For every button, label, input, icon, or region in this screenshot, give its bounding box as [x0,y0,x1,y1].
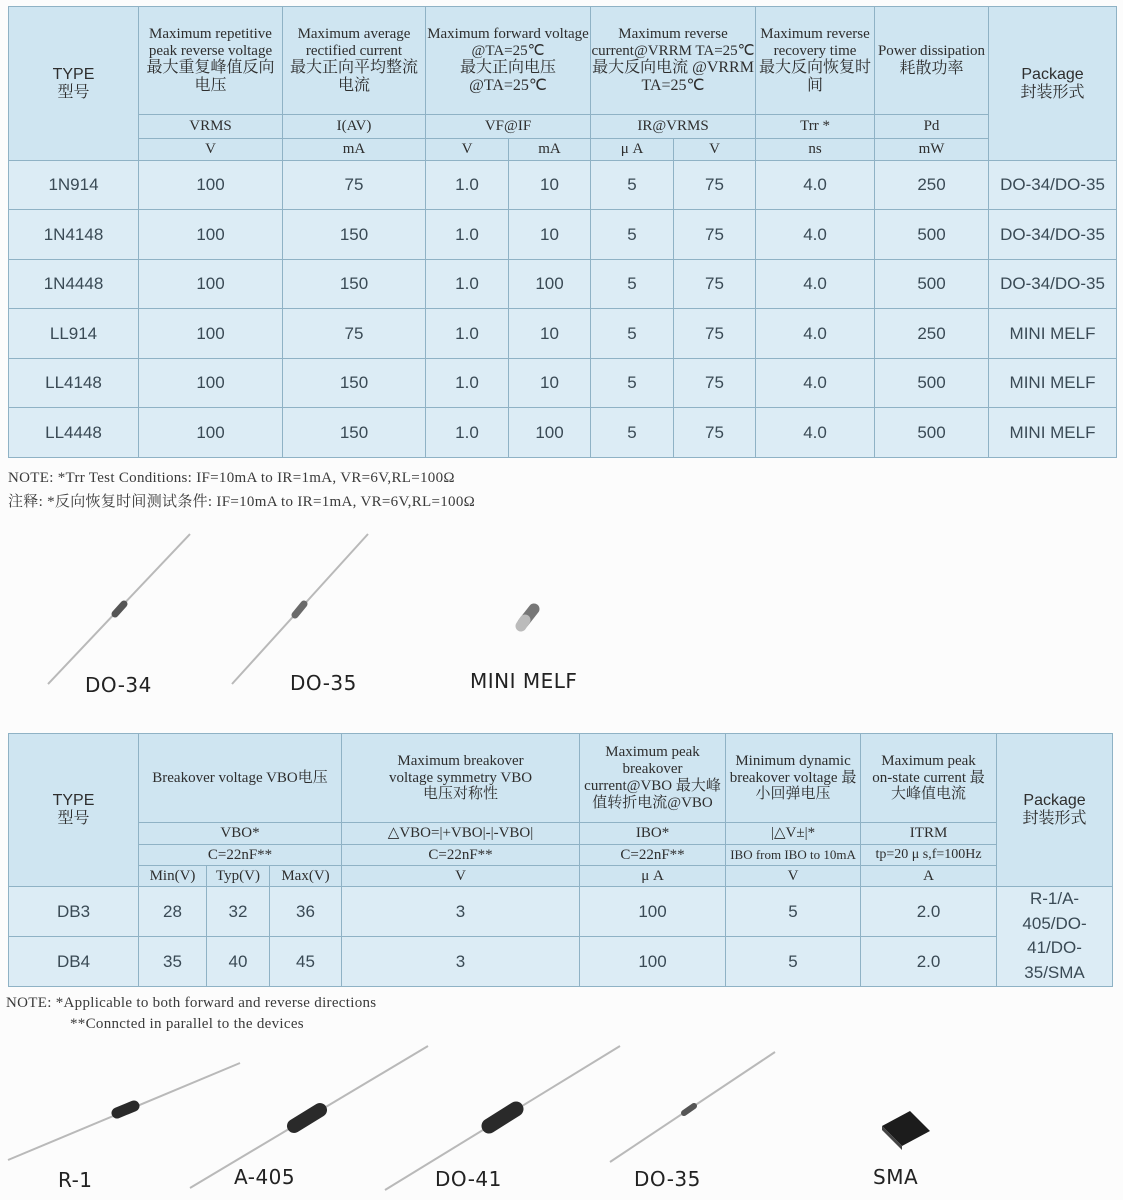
unit-cell: V [674,139,756,161]
value-cell: 4.0 [756,210,875,260]
type-cell: LL4148 [9,359,139,408]
header-cn: 最大反向恢复时间 [759,59,872,95]
value-cell: 45 [270,936,342,986]
type-cell: LL4448 [9,408,139,458]
header-en: Power dissipation [877,43,986,60]
type-cell: 1N4448 [9,260,139,309]
package-header-cn: 封装形式 [1022,810,1087,827]
symbol-cell: VBO* [139,823,342,845]
package-label-a405: A-405 [234,1165,296,1189]
value-cell: 100 [509,260,591,309]
value-cell: 150 [283,408,426,458]
symbol-cell: △VBO=|+VBO|-|-VBO| [342,823,580,845]
package-cell: MINI MELF [989,408,1117,458]
value-cell: 75 [674,408,756,458]
value-cell: 10 [509,161,591,210]
value-cell: 2.0 [861,936,997,986]
package-header-2 [997,734,1113,887]
condition-cell: C=22nF** [342,845,580,866]
symbol-cell: ITRM [861,823,997,845]
type-header-en: TYPE [52,65,95,83]
value-cell: 75 [674,260,756,309]
package-cell: DO-34/DO-35 [989,210,1117,260]
do35-diode-picture-2 [610,1052,775,1162]
sma-package-picture [882,1111,930,1150]
value-cell: 4.0 [756,260,875,309]
header-en: Maximum repetitive peak reverse voltage [148,25,273,59]
trr-note-en: NOTE: *Trr Test Conditions: IF=10mA to IR=1mA, VR=6V,RL=100Ω [8,470,455,486]
symmetry-header: Maximum breakover voltage symmetry VBO电压对称性 [342,734,580,823]
package-cell: DO-34/DO-35 [989,161,1117,210]
type-header-cn: 型号 [57,810,90,827]
symbol-cell: IBO* [580,823,726,845]
package-label-do41: DO-41 [435,1167,502,1191]
value-cell: 10 [509,359,591,408]
value-cell: 4.0 [756,359,875,408]
unit-cell: V [426,139,509,161]
header-cn: 最大重复峰值反向电压 [146,59,275,95]
header-cn: 耗散功率 [899,59,964,77]
symbol-cell: I(AV) [283,115,426,139]
value-cell: 3 [342,936,580,986]
mini-melf-picture [521,609,534,626]
value-cell: 1.0 [426,359,509,408]
value-cell: 5 [591,161,674,210]
value-cell: 32 [207,887,270,937]
value-cell: 500 [875,359,989,408]
package-label-do35: DO-35 [290,671,357,695]
dynamic-breakover-header: Minimum dynamic breakover voltage 最小回弹电压 [726,734,861,823]
header-en: Maximum average rectified current [297,25,411,59]
value-cell: 75 [674,161,756,210]
unit-cell: A [861,866,997,887]
unit-cell: V [139,139,283,161]
header-en: Maximum reverse current@VRRM TA=25℃ [591,25,755,59]
type-cell: DB3 [9,887,139,937]
symbol-cell: VF@IF [426,115,591,139]
value-cell: 5 [591,408,674,458]
value-cell: 250 [875,161,989,210]
package-label-mini-melf: MINI MELF [470,669,578,693]
value-cell: 500 [875,408,989,458]
header-cn: 最大正向电压 @TA=25℃ [460,59,557,95]
value-cell: 5 [726,887,861,937]
symbol-cell: IR@VRMS [591,115,756,139]
a405-diode-picture [190,1046,428,1188]
value-cell: 2.0 [861,887,997,937]
header-cn: 最大反向电流 @VRRM TA=25℃ [592,59,754,95]
vbo-header: Breakover voltage VBO电压 [139,734,342,823]
value-cell: 1.0 [426,408,509,458]
value-cell: 150 [283,210,426,260]
package-label-r1: R-1 [58,1168,93,1192]
table-row [9,887,1113,937]
value-cell: 250 [875,309,989,359]
value-cell: 100 [580,936,726,986]
condition-cell: C=22nF** [139,845,342,866]
table-row [9,936,1113,986]
value-cell: 1.0 [426,161,509,210]
type-header-2 [9,734,139,887]
value-cell: 5 [591,309,674,359]
type-cell: 1N4148 [9,210,139,260]
type-cell: DB4 [9,936,139,986]
note-line-1: NOTE: *Applicable to both forward and reverse directions [6,995,377,1011]
symbol-cell: VRMS [139,115,283,139]
value-cell: 1.0 [426,210,509,260]
value-cell: 150 [283,260,426,309]
header-cn: 最大正向平均整流电流 [289,59,418,95]
unit-cell: mW [875,139,989,161]
type-cell: LL914 [9,309,139,359]
value-cell: 100 [509,408,591,458]
symbol-cell: Pd [875,115,989,139]
package-label-sma: SMA [873,1165,919,1189]
value-cell: 100 [139,260,283,309]
package-header-cn: 封装形式 [1020,83,1085,101]
symbol-cell: Trr * [756,115,875,139]
value-cell: 150 [283,359,426,408]
value-cell: 3 [342,887,580,937]
type-header-en: TYPE [52,792,95,810]
trr-note-cn: 注释: *反向恢复时间测试条件: IF=10mA to IR=1mA, VR=6V,RL=100Ω [8,494,476,510]
unit-cell: Min(V) [139,866,207,887]
peak-current-header: Maximum peak on-state current 最大峰值电流 [861,734,997,823]
value-cell: 28 [139,887,207,937]
value-cell: 5 [591,260,674,309]
value-cell: 500 [875,260,989,309]
package-cell: MINI MELF [989,359,1117,408]
value-cell: 4.0 [756,309,875,359]
value-cell: 100 [139,408,283,458]
condition-cell: C=22nF** [580,845,726,866]
value-cell: 500 [875,210,989,260]
trigger-diode-spec-table [8,733,1113,987]
header-en: Maximum reverse recovery time [760,25,870,59]
value-cell: 75 [283,309,426,359]
package-label-do35-2: DO-35 [634,1167,701,1191]
package-header-en: Package [1021,65,1084,83]
value-cell: 5 [591,359,674,408]
do34-diode-picture [48,534,190,684]
unit-cell: Max(V) [270,866,342,887]
value-cell: 1.0 [426,260,509,309]
value-cell: 100 [139,161,283,210]
value-cell: 100 [139,359,283,408]
unit-cell: V [342,866,580,887]
type-header-cn: 型号 [57,83,90,101]
value-cell: 1.0 [426,309,509,359]
value-cell: 5 [726,936,861,986]
condition-cell: tp=20 μ s,f=100Hz [861,845,997,866]
do41-diode-picture [385,1046,620,1190]
package-cell: DO-34/DO-35 [989,260,1117,309]
header-en: Maximum forward voltage @TA=25℃ [427,25,589,59]
package-header-en: Package [1023,792,1086,810]
value-cell: 40 [207,936,270,986]
value-cell: 75 [674,309,756,359]
value-cell: 100 [139,210,283,260]
package-cell: R-1/A-405/DO-41/DO-35/SMA [997,887,1113,987]
package-label-do34: DO-34 [85,673,152,697]
unit-cell: μ A [580,866,726,887]
value-cell: 36 [270,887,342,937]
package-cell: MINI MELF [989,309,1117,359]
ibo-header: Maximum peak breakover current@VBO 最大峰值转折电流@VBO [580,734,726,823]
value-cell: 4.0 [756,408,875,458]
unit-cell: μ A [591,139,674,161]
value-cell: 75 [674,210,756,260]
value-cell: 35 [139,936,207,986]
note-line-2: **Conncted in parallel to the devices [70,1016,304,1032]
condition-cell: IBO from IBO to 10mA [726,845,861,866]
type-cell: 1N914 [9,161,139,210]
do35-diode-picture [232,534,368,684]
value-cell: 5 [591,210,674,260]
unit-cell: mA [283,139,426,161]
unit-cell: Typ(V) [207,866,270,887]
value-cell: 4.0 [756,161,875,210]
symbol-cell: |△V±|* [726,823,861,845]
r1-diode-picture [8,1063,240,1160]
unit-cell: mA [509,139,591,161]
value-cell: 100 [139,309,283,359]
unit-cell: ns [756,139,875,161]
value-cell: 100 [580,887,726,937]
value-cell: 75 [674,359,756,408]
value-cell: 10 [509,309,591,359]
value-cell: 10 [509,210,591,260]
value-cell: 75 [283,161,426,210]
unit-cell: V [726,866,861,887]
